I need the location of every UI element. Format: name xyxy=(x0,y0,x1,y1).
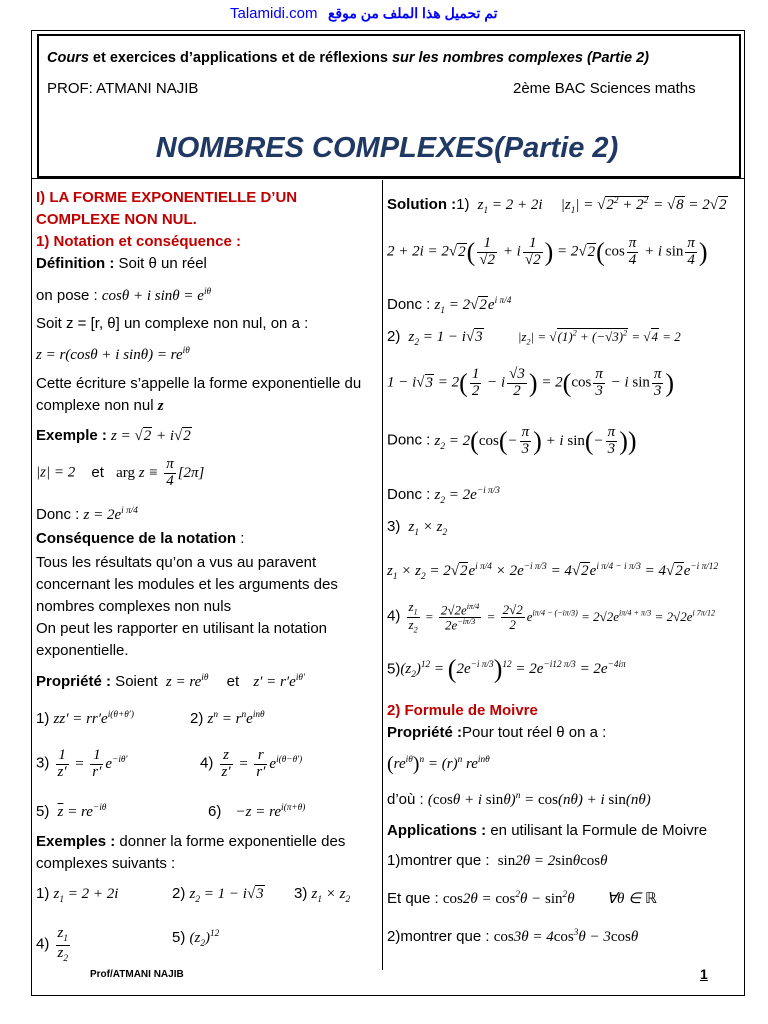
formula-power: $z^n = r^ne^{in\theta}$ xyxy=(207,710,265,727)
propriete-text: Soient xyxy=(111,673,162,690)
item-number: 1) xyxy=(36,885,50,902)
step-number: 1) xyxy=(456,196,470,213)
ecriture-line-1: Cette écriture s’appelle la forme exponentielle du xyxy=(36,375,362,392)
modulus-arg-line xyxy=(36,457,204,490)
exemples-label: Exemples : xyxy=(36,833,116,850)
subsection-notation: 1) Notation et conséquence : xyxy=(36,233,242,250)
section-title-2: COMPLEXE NON NUL. xyxy=(36,211,197,228)
formula-opposite: $-z = re^{i(\pi+\theta)}$ xyxy=(235,803,306,820)
moivre-propriete xyxy=(387,724,606,741)
sol-item-5 xyxy=(387,655,626,685)
consequence-colon: : xyxy=(236,530,245,547)
item-number: 5) xyxy=(172,929,186,946)
footer-prof: Prof/ATMANI NAJIB xyxy=(90,969,184,980)
prof-name: PROF: ATMANI NAJIB xyxy=(47,80,199,97)
solution-line xyxy=(387,196,728,216)
formula-sol-z1-trig: 2 + 2i = 2√2( $\frac{1}{√2}$ + i $\frac{1}{√2}$ ) = 2√2(cos $\frac{\pi}{4}$ + i sin $\frac{\pi}{4}$ ) xyxy=(387,235,708,268)
course-title-part: Cours xyxy=(47,50,89,66)
formula-exp-def: cosθ + i $\sin\theta = e^{i\theta}$ xyxy=(101,287,212,304)
class-level: 2ème BAC Sciences maths xyxy=(513,80,696,97)
formula-sol-mod-z1: $|z_1| = √2^2 + 2^2 = √8 = 2√2$ xyxy=(560,196,727,216)
sol-item-4 xyxy=(387,600,715,635)
formula-quotient: $\frac{z}{z'}$ = $\frac{r}{r'}$ $e^{i(\theta-\theta')}$ xyxy=(221,747,303,780)
exemples-line-2: complexes suivants : xyxy=(36,855,176,872)
et-word: et xyxy=(91,463,104,481)
et-word: et xyxy=(226,673,240,690)
site-banner xyxy=(230,5,560,25)
exercise-5 xyxy=(172,929,219,949)
definition xyxy=(36,255,207,272)
item-number: 4) xyxy=(200,754,214,772)
formula-sol-z1z2-label: $z_1 \times z_2$ xyxy=(408,519,448,538)
formula-sol-z2-exp: $z_2 = 2e^{-i \pi/3}$ xyxy=(434,486,500,506)
applications-text: en utilisant la Formule de Moivre xyxy=(486,822,708,839)
formula-sol-power: $(z_2)^{12} = (2e^{-i \pi/3})^{12} = 2e^{-i12 \pi/3} = 2e^{-4i\pi}$ xyxy=(400,655,626,684)
formula-sol-quotient: $\frac{z_1}{z_2}$ = $\frac{2√2e^{i\pi/4}}{2e^{-i\pi/3}}$ = $\frac{2√2}{2}$ $e^{i\pi/4 - (-i\pi/3)} = 2√2e^{i\pi/4 + \pi/3} = 2√2e^{i 7\pi/12}$ xyxy=(408,599,716,635)
item-number: 2) xyxy=(190,710,204,727)
formula-forall: ∀θ ∈ ℝ xyxy=(606,891,657,907)
sol-donc-z1 xyxy=(387,296,511,316)
course-title xyxy=(47,50,649,66)
dou-text: d’où : xyxy=(387,791,428,808)
definition-text: Soit θ un réel xyxy=(114,255,207,272)
donc-text: Donc : xyxy=(387,486,435,503)
site-arabic: تم تحميل هذا الملف من موقع xyxy=(327,5,498,21)
exercise-4 xyxy=(36,926,72,965)
exemples-line-1 xyxy=(36,833,345,850)
propriete-label: Propriété : xyxy=(36,673,112,690)
step-number: 2) xyxy=(387,328,401,345)
page-number: 1 xyxy=(700,966,708,982)
consequence-line: exponentielle. xyxy=(36,642,129,659)
sol-item-2 xyxy=(387,328,681,348)
column-divider xyxy=(382,180,383,970)
main-title: NOMBRES COMPLEXES(Partie 2) xyxy=(155,132,619,164)
sol-donc-z2-trig xyxy=(387,425,637,458)
application-1 xyxy=(387,852,608,870)
step-number: 3) xyxy=(387,518,401,535)
et-que-text: Et que : xyxy=(387,890,443,907)
section-title-1: I) LA FORME EXPONENTIELLE D’UN xyxy=(36,189,298,206)
on-pose-line xyxy=(36,287,211,305)
propriete-text: Pour tout réel θ on a : xyxy=(462,724,607,741)
propriete-line xyxy=(36,673,305,691)
item-number: 3) xyxy=(294,885,308,902)
formula-z1: $z_1 = 2 + 2i$ xyxy=(53,886,119,905)
formula-sol-z1-exp: $z_1 = 2√2e^{i \pi/4}$ xyxy=(434,296,512,316)
solution-label: Solution : xyxy=(387,196,457,213)
consequence-heading xyxy=(36,530,244,547)
donc-text: Donc : xyxy=(36,506,84,523)
consequence-label: Conséquence de la notation xyxy=(36,530,237,547)
prop-item-2 xyxy=(190,710,265,728)
prop-item-4 xyxy=(200,748,302,781)
prop-item-5 xyxy=(36,803,106,821)
exercise-1 xyxy=(36,885,118,905)
course-title-part: sur les nombres complexes (Partie 2) xyxy=(391,50,650,66)
prop-item-3 xyxy=(36,748,128,781)
step-number: 4) xyxy=(387,607,401,625)
item-number: 6) xyxy=(208,803,222,820)
formula-moivre-trig: (cosθ + i sinθ)$^n$ = cos(nθ) + i sin(nθ) xyxy=(427,791,651,808)
formula-sol-z2-trig: 1 − i√3 = 2( $\frac{1}{2}$ − i $\frac{√3}{2}$ ) = 2(cos $\frac{\pi}{3}$ − i sin $\frac{\pi}{3}$ ) xyxy=(387,366,675,399)
formula-sol-product: $z_1 \times z_2 = 2√2e^{i \pi/4} \times 2e^{-i \pi/3} = 4√2e^{i \pi/4 - i \pi/3} = 4√2e^{-i \pi/12}$ xyxy=(387,562,719,582)
formula-moivre: $(re^{i\theta})^n = (r)^n$ $re^{in\theta}$ xyxy=(387,753,490,775)
formula-sol-z2-cos: $z_2 = 2(\cos(-$ $\frac{\pi}{3}$ ) + i sin(− $\frac{\pi}{3}$ )) xyxy=(434,424,637,457)
formula-z2-power: $(z_2)^{12}$ xyxy=(189,929,220,949)
prop-item-6 xyxy=(208,803,305,821)
item-number: 2) xyxy=(172,885,186,902)
course-title-part: exercices d’applications et de réflexions xyxy=(109,50,392,66)
applications-line xyxy=(387,822,707,839)
consequence-text xyxy=(36,552,338,662)
formula-z-def: $z = re^{i\theta}$ xyxy=(165,673,209,690)
formula-cos2: $\cos 2\theta = \cos^2\theta - \sin^2\theta$ xyxy=(442,890,575,907)
exercise-2 xyxy=(172,885,265,905)
exercise-3 xyxy=(294,885,350,905)
formula-z2: $z_2 = 1 - i√3$ xyxy=(189,886,264,905)
exemple-line xyxy=(36,427,192,445)
propriete-label: Propriété : xyxy=(387,724,463,741)
donc-line-left xyxy=(36,506,138,524)
on-pose-text: on pose : xyxy=(36,287,102,304)
ecriture-text: complexe non nul xyxy=(36,397,158,414)
formula-inverse: $\frac{1}{z'}$ = $\frac{1}{r'}$ $e^{-i\theta'}$ xyxy=(57,747,128,780)
formula-product: $zz' = rr'e^{i(\theta+\theta')}$ xyxy=(53,710,134,727)
soit-line: Soit z = [r, θ] un complexe non nul, on a : xyxy=(36,315,309,332)
formula-sol-mod-z2: $|z_2| = √(1)^2 + (-√3)^2 = √4 = 2$ xyxy=(517,328,681,347)
formula-sol-z1: $z_1 = 2 + 2i$ xyxy=(477,197,543,216)
moivre-dou xyxy=(387,791,651,809)
consequence-line: concernant les modules et les arguments des xyxy=(36,576,338,593)
formula-example-z: z = √2 + i√2 xyxy=(111,428,191,444)
formula-cos3: $\cos 3\theta = 4\cos^3\theta - 3\cos\theta$ xyxy=(493,928,639,945)
prop-item-1 xyxy=(36,710,134,728)
item-number: 4) xyxy=(36,935,50,953)
formula-z1-over-z2: $\frac{z_1}{z_2}$ xyxy=(57,925,69,964)
formula-example-result: $z = 2e^{i \pi/4}$ xyxy=(83,506,138,523)
item-number: 5) xyxy=(36,803,50,820)
consequence-line: On peut les rapporter en utilisant la notation xyxy=(36,620,328,637)
exemples-text: donner la forme exponentielle des xyxy=(115,833,346,850)
consequence-line: Tous les résultats qu’on a vus au paravent xyxy=(36,554,317,571)
definition-label: Définition : xyxy=(36,255,115,272)
formula-z-exp: z = r(cosθ + i $\sin\theta) = re^{i\theta}$ xyxy=(36,346,190,363)
formula-z1z2: $z_1 \times z_2$ xyxy=(311,886,351,905)
subsection-moivre: 2) Formule de Moivre xyxy=(387,702,538,719)
body-top-rule xyxy=(31,178,745,179)
sol-donc-z2-exp xyxy=(387,486,500,506)
formula-arg: arg z ≡ $\frac{\pi}{4}$ [2π] xyxy=(116,456,205,489)
formula-sin2: sin2θ = 2sinθcosθ xyxy=(497,853,608,869)
step-number: 5) xyxy=(387,660,401,678)
formula-conjugate: $\overline{z} = re^{-i\theta}$ xyxy=(57,803,107,820)
formula-sol-z2: $z_2 = 1 - i√3$ xyxy=(408,329,483,348)
formula-zprime-def: $z' = r'e^{i\theta'}$ xyxy=(253,673,306,690)
ecriture-z: z xyxy=(157,398,164,414)
consequence-line: nombres complexes non nuls xyxy=(36,598,232,615)
montrer-text: 1)montrer que : xyxy=(387,852,494,869)
item-number: 1) xyxy=(36,710,50,727)
sol-item-3 xyxy=(387,518,447,538)
exemple-label: Exemple : xyxy=(36,427,107,444)
site-link[interactable]: Talamidi.com xyxy=(230,5,318,22)
applications-label: Applications : xyxy=(387,822,487,839)
formula-modulus: |z| = 2 xyxy=(36,464,76,481)
application-1b xyxy=(387,889,657,908)
ecriture-line-2 xyxy=(36,397,164,415)
montrer-text: 2)montrer que : xyxy=(387,928,494,945)
donc-text: Donc : xyxy=(387,431,435,449)
course-title-part: et xyxy=(88,50,110,66)
donc-text: Donc : xyxy=(387,296,435,313)
item-number: 3) xyxy=(36,754,50,772)
application-2 xyxy=(387,928,638,946)
